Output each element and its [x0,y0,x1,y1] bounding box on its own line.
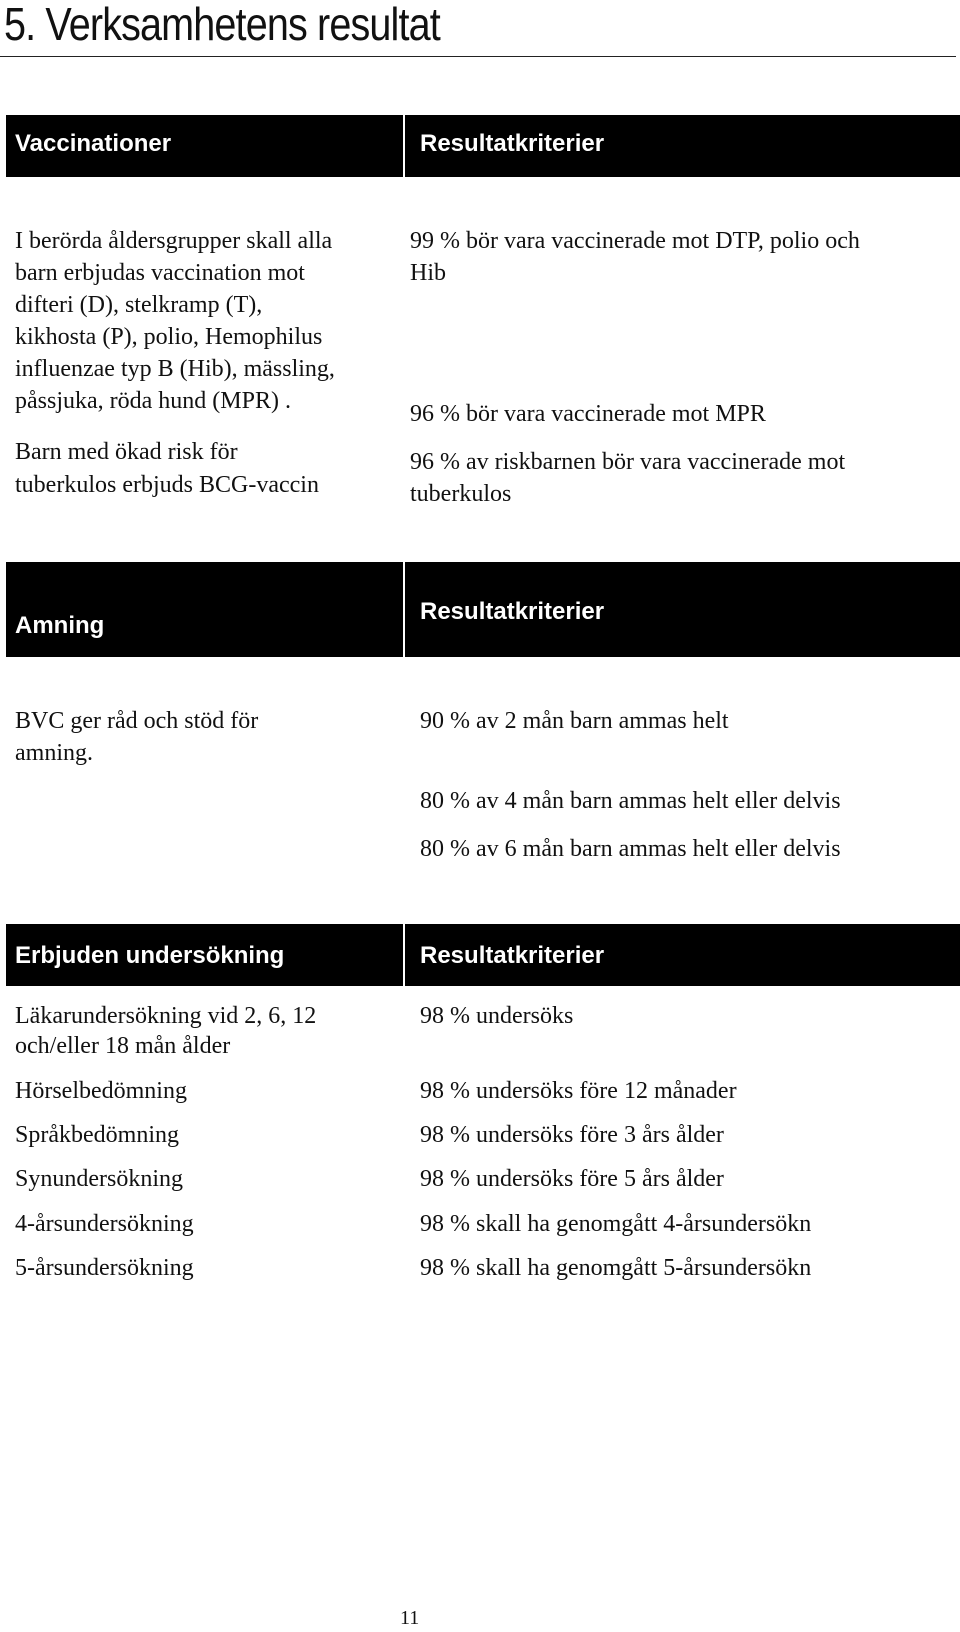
undersokning-criterion: 98 % undersöks före 5 års ålder [420,1166,724,1192]
bcg-text-line: Barn med ökad risk för [15,439,238,465]
undersokning-header [6,924,960,986]
amning-criterion: 90 % av 2 mån barn ammas helt [420,708,729,734]
undersokning-criterion: 98 % undersöks före 12 månader [420,1078,737,1104]
vaccinationer-criterion: 96 % bör vara vaccinerade mot MPR [410,401,766,427]
vaccinationer-header-label: Vaccinationer [15,130,172,157]
amning-header [6,562,960,657]
undersokning-criterion: 98 % undersöks [420,1003,574,1029]
undersokning-item: Läkarundersökning vid 2, 6, 12 [15,1003,317,1029]
undersokning-item: och/eller 18 mån ålder [15,1033,231,1059]
header-divider [403,924,405,986]
vaccinationer-text-line: påssjuka, röda hund (MPR) . [15,388,291,414]
amning-criterion: 80 % av 4 mån barn ammas helt eller delvis [420,788,841,814]
vaccinationer-text-line: I berörda åldersgrupper skall alla [15,228,333,254]
header-divider [403,115,405,177]
undersokning-item: Hörselbedömning [15,1078,187,1104]
amning-header-label: Amning [15,612,105,639]
vaccinationer-criterion: 96 % av riskbarnen bör vara vaccinerade mot [410,449,846,475]
undersokning-criterion: 98 % skall ha genomgått 5-årsundersökn [420,1255,812,1281]
bcg-text-line: tuberkulos erbjuds BCG-vaccin [15,472,319,498]
undersokning-criteria-label: Resultatkriterier [420,942,605,969]
vaccinationer-text-line: difteri (D), stelkramp (T), [15,292,263,318]
vaccinationer-criterion: tuberkulos [410,481,512,507]
undersokning-item: Synundersökning [15,1166,183,1192]
vaccinationer-text-line: influenzae typ B (Hib), mässling, [15,356,335,382]
amning-criteria-label: Resultatkriterier [420,598,605,625]
vaccinationer-criteria-label: Resultatkriterier [420,130,605,157]
undersokning-item: Språkbedömning [15,1122,179,1148]
page-title: 5. Verksamhetens resultat [4,0,440,50]
vaccinationer-header [6,115,960,177]
undersokning-header-label: Erbjuden undersökning [15,942,285,969]
amning-text-line: BVC ger råd och stöd för [15,708,259,734]
undersokning-item: 4-årsundersökning [15,1211,194,1237]
undersokning-criterion: 98 % skall ha genomgått 4-årsundersökn [420,1211,812,1237]
vaccinationer-text-line: barn erbjudas vaccination mot [15,260,305,286]
amning-text-line: amning. [15,740,93,766]
vaccinationer-criterion: 99 % bör vara vaccinerade mot DTP, polio och [410,228,860,254]
vaccinationer-criterion: Hib [410,260,446,286]
undersokning-item: 5-årsundersökning [15,1255,194,1281]
amning-criterion: 80 % av 6 mån barn ammas helt eller delvis [420,836,841,862]
page-number: 11 [400,1607,420,1629]
undersokning-criterion: 98 % undersöks före 3 års ålder [420,1122,724,1148]
title-divider [0,56,956,57]
header-divider [403,562,405,657]
vaccinationer-text-line: kikhosta (P), polio, Hemophilus [15,324,323,350]
